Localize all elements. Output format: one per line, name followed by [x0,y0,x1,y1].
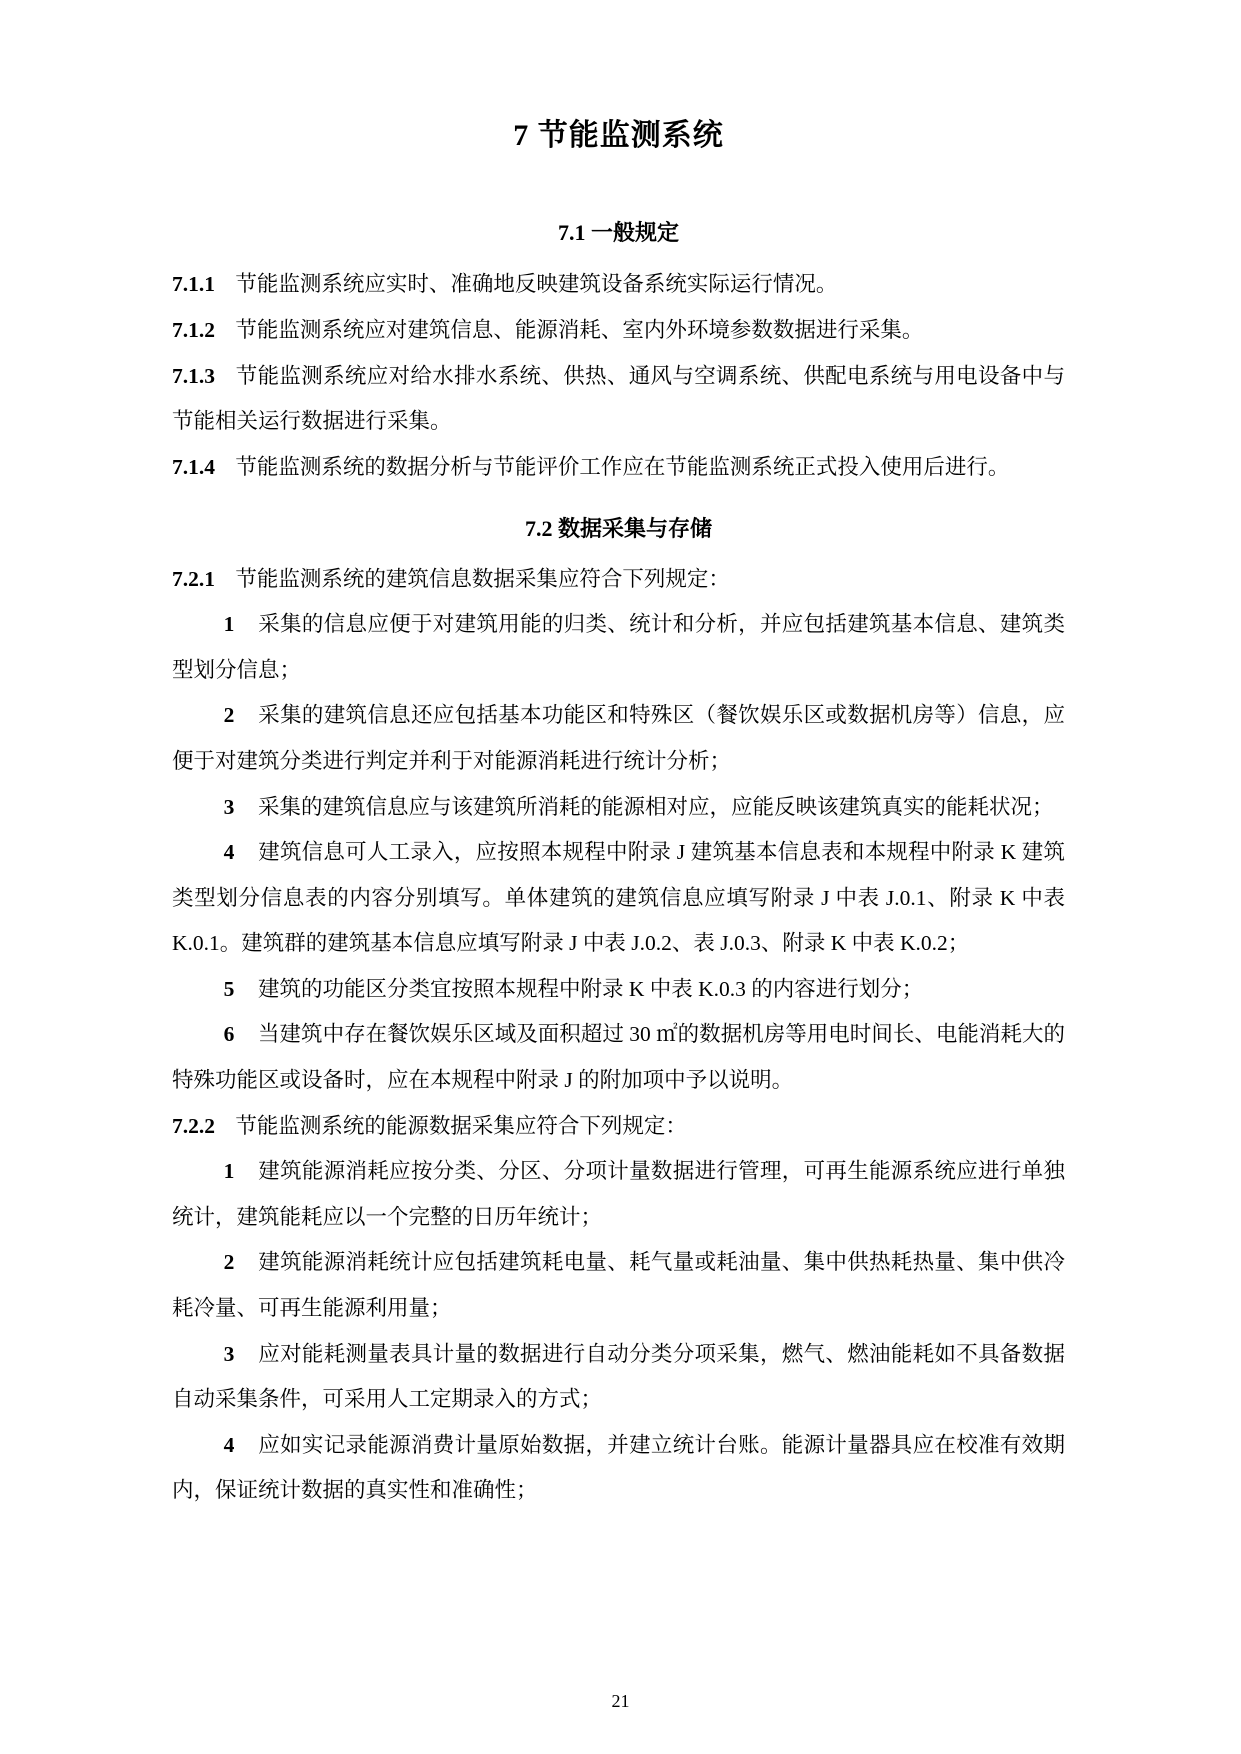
clause [172,1104,1065,1150]
clause-text: 建筑信息可人工录入，应按照本规程中附录 J 建筑基本信息表和本规程中附录 K 建筑类型划分信息表的内容分别填写。单体建筑的建筑信息应填写附录 J 中表 J.0.1、附录 K 中表 K.0.1。建筑群的建筑基本信息应填写附录 J 中表 J.0.2、表 J.0.3、附录 K 中表 K.0.2； [172,840,1065,956]
clause-text: 节能监测系统应实时、准确地反映建筑设备系统实际运行情况。 [235,272,838,297]
clause-text: 采集的建筑信息还应包括基本功能区和特殊区（餐饮娱乐区或数据机房等）信息，应便于对建筑分类进行判定并利于对能源消耗进行统计分析； [172,703,1065,773]
clause-number: 7.1.4 [172,454,215,479]
clause-number: 7.2.1 [172,566,215,591]
clause-number: 6 [223,1022,235,1047]
clause [172,262,1065,308]
clause-subitem [172,1012,1065,1103]
chapter-title: 7 节能监测系统 [513,119,724,152]
section-heading-7-2: 7.2 数据采集与存储 [524,516,712,542]
clause [172,557,1065,603]
clause [172,445,1065,491]
clause [172,308,1065,354]
clause-number: 7.1.2 [172,317,215,342]
clause-text: 当建筑中存在餐饮娱乐区域及面积超过 30 ㎡的数据机房等用电时间长、电能消耗大的特殊功能区或设备时，应在本规程中附录 J 的附加项中予以说明。 [172,1022,1065,1093]
clause-subitem [172,1149,1065,1240]
clause-subitem [172,830,1065,967]
clause-subitem [172,602,1065,693]
clause-subitem [172,1332,1065,1423]
clause-text: 建筑能源消耗应按分类、分区、分项计量数据进行管理，可再生能源系统应进行单独统计，建筑能耗应以一个完整的日历年统计； [172,1159,1065,1229]
clause-number: 1 [223,612,235,637]
clause-subitem [172,693,1065,784]
clause-number: 4 [223,1432,235,1457]
clause-number: 5 [223,976,235,1001]
clause-text: 节能监测系统应对建筑信息、能源消耗、室内外环境参数数据进行采集。 [235,317,924,342]
clause-text: 节能监测系统的能源数据采集应符合下列规定： [235,1113,687,1138]
clause-subitem [172,967,1065,1013]
clause-text: 节能监测系统的建筑信息数据采集应符合下列规定： [235,566,730,591]
clause-text: 应如实记录能源消费计量原始数据，并建立统计台账。能源计量器具应在校准有效期内，保证统计数据的真实性和准确性； [172,1432,1065,1503]
clause-subitem [172,1423,1065,1514]
clause-text: 建筑能源消耗统计应包括建筑耗电量、耗气量或耗油量、集中供热耗热量、集中供冷耗冷量、可再生能源利用量； [172,1250,1065,1320]
clause [172,354,1065,445]
clause-text: 节能监测系统应对给水排水系统、供热、通风与空调系统、供配电系统与用电设备中与节能相关运行数据进行采集。 [172,363,1065,434]
clause-text: 节能监测系统的数据分析与节能评价工作应在节能监测系统正式投入使用后进行。 [235,454,1010,479]
clause-number: 3 [223,794,235,819]
clause-number: 7.2.2 [172,1113,215,1138]
clause-text: 采集的信息应便于对建筑用能的归类、统计和分析，并应包括建筑基本信息、建筑类型划分信息； [172,612,1065,682]
clause-number: 3 [223,1341,235,1366]
clause-number: 4 [223,840,235,865]
clause-text: 采集的建筑信息应与该建筑所消耗的能源相对应，应能反映该建筑真实的能耗状况； [257,794,1054,819]
clause-number: 7.1.3 [172,363,215,388]
clause-subitem [172,1240,1065,1331]
clause-text: 建筑的功能区分类宜按照本规程中附录 K 中表 K.0.3 的内容进行划分； [257,976,924,1001]
clause-number: 7.1.1 [172,272,215,297]
clause-number: 2 [223,1250,235,1275]
section-heading-7-1: 7.1 一般规定 [557,220,679,245]
clause-number: 2 [223,703,235,728]
clause-subitem [172,785,1065,831]
page-number: 21 [611,1691,630,1711]
clause-text: 应对能耗测量表具计量的数据进行自动分类分项采集，燃气、燃油能耗如不具备数据自动采集条件，可采用人工定期录入的方式； [172,1341,1065,1412]
clause-number: 1 [223,1159,235,1184]
